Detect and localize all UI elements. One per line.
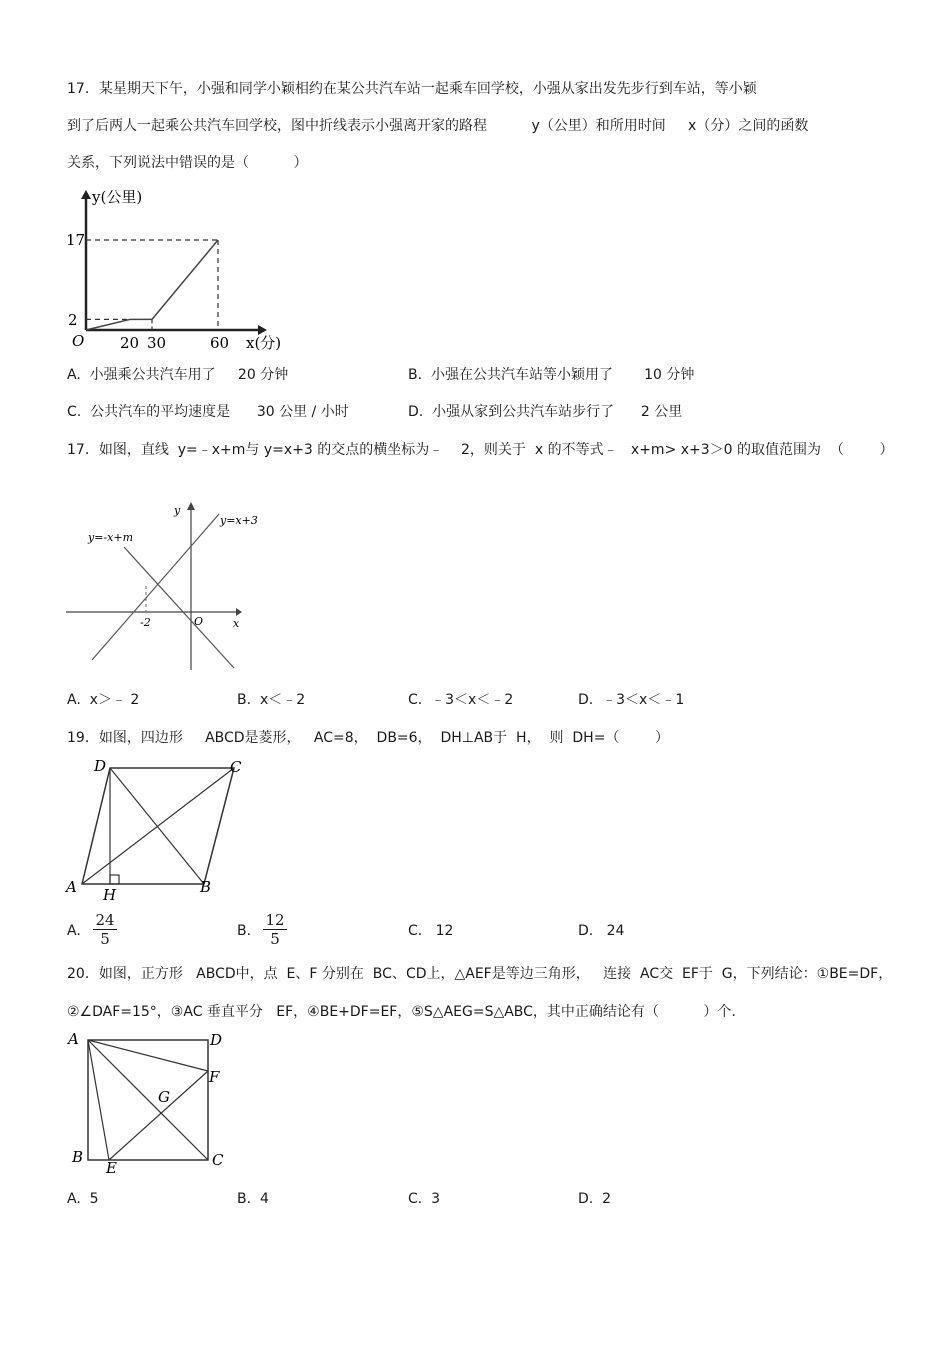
rhombus-figure	[62, 756, 252, 904]
fraction-denominator: 5	[270, 930, 280, 948]
q19-line1: 19．如图，四边形 ABCD是菱形， AC=8， DB=6， DH⊥AB于 H， 则 DH=（ ）	[67, 730, 670, 746]
line-neg-x-plus-m	[124, 547, 234, 668]
x-axis-label: x	[233, 617, 240, 630]
label-line-x-plus-3: y=x+3	[220, 514, 258, 527]
q19-option-a-fraction	[93, 912, 117, 947]
q20-option-c[interactable]: C. 3	[408, 1191, 441, 1207]
q17a-line2: 到了后两人一起乘公共汽车回学校，图中折线表示小强离开家的路程 y（公里）和所用时间 x（分）之间的函数	[67, 118, 809, 134]
q19-option-b-fraction	[263, 912, 287, 947]
q20-option-a[interactable]: A. 5	[67, 1191, 99, 1207]
point-e: E	[106, 1159, 117, 1177]
x-axis-arrow	[236, 608, 242, 616]
q17a-option-d[interactable]: D. 小强从家到公共汽车站步行了 2 公里	[408, 404, 683, 420]
right-angle-mark	[110, 875, 119, 884]
diagonal-db	[110, 768, 204, 884]
chart-origin: O	[72, 332, 85, 350]
q20-option-d[interactable]: D. 2	[578, 1191, 612, 1207]
q17b-option-b[interactable]: B. x＜﹣2	[237, 692, 306, 708]
y-tick-2: 2	[68, 311, 78, 329]
chart-ylabel: y(公里)	[92, 188, 143, 206]
two-lines-graph	[64, 500, 264, 675]
y-tick-17: 17	[66, 231, 86, 249]
q17a-option-c[interactable]: C. 公共汽车的平均速度是 30 公里 / 小时	[67, 404, 349, 420]
q19-option-d[interactable]: D. 24	[578, 923, 625, 939]
chart-xlabel: x(分)	[246, 334, 282, 352]
point-g: G	[158, 1088, 170, 1106]
vertex-c: C	[212, 1151, 224, 1169]
q17a-option-b[interactable]: B. 小强在公共汽车站等小颖用了 10 分钟	[408, 367, 695, 383]
q19-option-a-label[interactable]: A.	[67, 923, 81, 939]
vertex-a: A	[68, 1030, 79, 1048]
x-tick-60: 60	[210, 334, 230, 352]
point-h: H	[103, 886, 117, 904]
segment-af	[88, 1040, 208, 1071]
x-tick-30: 30	[147, 334, 167, 352]
x-tick-20: 20	[120, 334, 140, 352]
q17b-option-d[interactable]: D. ﹣3＜x＜﹣1	[578, 692, 685, 708]
label-line-neg-x-plus-m: y=-x+m	[88, 531, 133, 544]
fraction-numerator: 12	[265, 911, 285, 929]
fraction-denominator: 5	[100, 930, 110, 948]
vertex-b: B	[200, 878, 212, 896]
square-figure	[64, 1030, 239, 1175]
tick-neg2: -2	[140, 616, 151, 629]
y-axis-label: y	[174, 504, 181, 517]
q17a-line3: 关系，下列说法中错误的是（ ）	[67, 155, 308, 171]
vertex-c: C	[230, 758, 242, 776]
data-segment-3	[152, 240, 218, 319]
q20-line2: ②∠DAF=15°，③AC 垂直平分 EF，④BE+DF=EF，⑤S△AEG=S△ABC，其中正确结论有（ ）个.	[67, 1004, 736, 1020]
q17b-option-c[interactable]: C. ﹣3＜x＜﹣2	[408, 692, 514, 708]
q17a-line1: 17．某星期天下午，小强和同学小颖相约在某公共汽车站一起乘车回学校，小强从家出发先步行到车站，等小颖	[67, 81, 757, 97]
q19-option-c[interactable]: C. 12	[408, 923, 454, 939]
y-axis-arrow	[187, 502, 195, 510]
origin-label: O	[194, 615, 204, 628]
vertex-d: D	[210, 1031, 223, 1049]
vertex-b: B	[72, 1148, 84, 1166]
point-f: F	[209, 1068, 220, 1086]
segment-ef	[109, 1071, 208, 1160]
distance-time-chart	[60, 182, 290, 352]
fraction-numerator: 24	[95, 911, 115, 929]
diagonal-ac	[82, 768, 234, 884]
vertex-d: D	[94, 757, 107, 775]
q17b-option-a[interactable]: A. x＞﹣ 2	[67, 692, 140, 708]
q20-line1: 20．如图，正方形 ABCD中，点 E、F 分别在 BC、CD上，△AEF是等边三角形， 连接 AC交 EF于 G，下列结论：①BE=DF，	[67, 966, 893, 982]
q19-option-b-label[interactable]: B.	[237, 923, 252, 939]
data-segment-1	[86, 319, 130, 330]
y-axis-arrow	[81, 190, 91, 199]
q20-option-b[interactable]: B. 4	[237, 1191, 269, 1207]
vertex-a: A	[66, 878, 77, 896]
q17b-line1: 17．如图，直线 y=﹣x+m与 y=x+3 的交点的横坐标为﹣ 2，则关于 x 的不等式﹣ x+m> x+3＞0 的取值范围为 （ ）	[67, 442, 894, 458]
q17a-option-a[interactable]: A. 小强乘公共汽车用了 20 分钟	[67, 367, 289, 383]
